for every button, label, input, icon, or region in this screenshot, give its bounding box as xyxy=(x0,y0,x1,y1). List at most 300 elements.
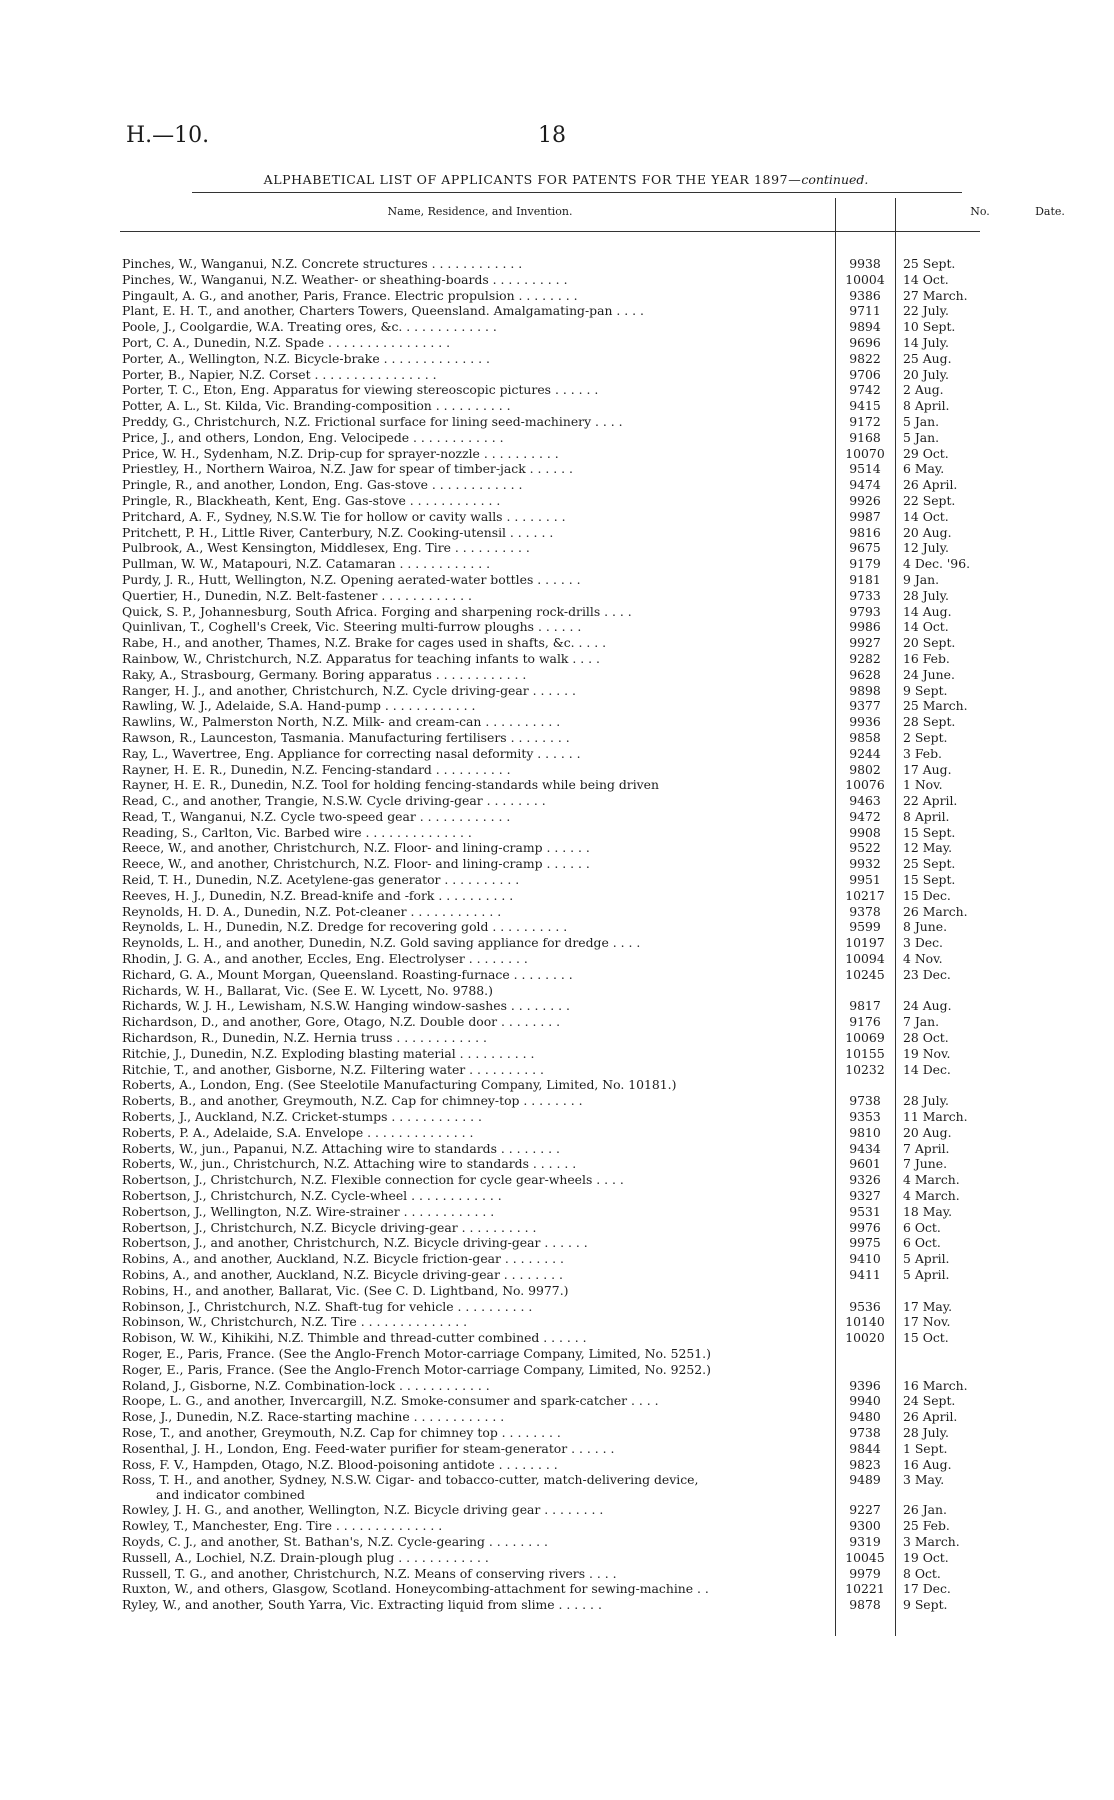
entry-number: 10197 xyxy=(845,935,885,951)
entry-number: 10245 xyxy=(845,966,885,982)
entry-number: 9474 xyxy=(849,477,881,493)
entry-date: 7 June. xyxy=(903,1156,948,1172)
entry-number: 9628 xyxy=(849,666,881,682)
entry-text: Roberts, J., Auckland, N.Z. Cricket-stumps . . . . . . . . . . . . xyxy=(122,1109,482,1125)
list-item xyxy=(122,888,992,904)
entry-text: Port, C. A., Dunedin, N.Z. Spade . . . . . . . . . . . . . . . . xyxy=(122,334,451,350)
entry-text: Robinson, W., Christchurch, N.Z. Tire . . . . . . . . . . . . . . xyxy=(122,1314,468,1330)
entry-number: 9817 xyxy=(849,998,881,1014)
entry-date: 22 April. xyxy=(903,793,958,809)
list-item xyxy=(122,1235,992,1251)
entry-date: 14 Dec. xyxy=(903,1061,951,1077)
entry-number: 9816 xyxy=(849,524,881,540)
entry-date: 12 May. xyxy=(903,840,953,856)
entry-text: Pinches, W., Wanganui, N.Z. Weather- or sheathing-boards . . . . . . . . . . xyxy=(122,271,568,287)
entry-date: 28 July. xyxy=(903,1424,949,1440)
entry-text: Robertson, J., Christchurch, N.Z. Cycle-wheel . . . . . . . . . . . . xyxy=(122,1188,502,1204)
entry-text: Robertson, J., Wellington, N.Z. Wire-strainer . . . . . . . . . . . . xyxy=(122,1203,495,1219)
entry-text: Rawlins, W., Palmerston North, N.Z. Milk- and cream-can . . . . . . . . . . xyxy=(122,714,561,730)
list-item xyxy=(122,1534,992,1550)
list-item xyxy=(122,1093,992,1109)
list-item xyxy=(122,351,992,367)
entry-text: Pingault, A. G., and another, Paris, France. Electric propulsion . . . . . . . . xyxy=(122,287,578,303)
list-title-text: ALPHABETICAL LIST OF APPLICANTS FOR PATENTS FOR THE YEAR 1897— xyxy=(263,172,802,187)
column-headers xyxy=(120,205,1065,229)
entry-text: Quinlivan, T., Coghell's Creek, Vic. Steering multi-furrow ploughs . . . . . . xyxy=(122,619,582,635)
list-item xyxy=(122,809,992,825)
entry-date: 4 Nov. xyxy=(903,951,943,967)
entry-text: Rose, J., Dunedin, N.Z. Race-starting machine . . . . . . . . . . . . xyxy=(122,1409,505,1425)
entry-number: 9377 xyxy=(849,698,881,714)
entry-number: 9300 xyxy=(849,1518,881,1534)
entry-text: Roberts, P. A., Adelaide, S.A. Envelope . . . . . . . . . . . . . . xyxy=(122,1124,474,1140)
entry-date: 6 Oct. xyxy=(903,1235,941,1251)
entry-date: 6 Oct. xyxy=(903,1219,941,1235)
entry-date: 12 July. xyxy=(903,540,949,556)
list-item xyxy=(122,1077,992,1093)
entry-number: 9733 xyxy=(849,587,881,603)
entry-number: 9353 xyxy=(849,1109,881,1125)
entry-number: 9932 xyxy=(849,856,881,872)
list-item xyxy=(122,762,992,778)
list-item xyxy=(122,1502,992,1518)
entry-text: Rawson, R., Launceston, Tasmania. Manufacturing fertilisers . . . . . . . . xyxy=(122,729,570,745)
list-item xyxy=(122,1518,992,1534)
entry-date: 28 July. xyxy=(903,587,949,603)
list-item xyxy=(122,604,992,620)
entry-number: 9411 xyxy=(849,1267,881,1282)
entry-number: 9894 xyxy=(849,319,881,335)
list-item xyxy=(122,398,992,414)
entry-text: Ritchie, T., and another, Gisborne, N.Z. Filtering water . . . . . . . . . . xyxy=(122,1061,544,1077)
entry-date: 5 April. xyxy=(903,1251,950,1267)
list-item xyxy=(122,1283,992,1299)
entry-number: 9176 xyxy=(849,1014,881,1030)
list-item xyxy=(122,1125,992,1141)
entry-number: 9738 xyxy=(849,1424,881,1440)
entry-date: 25 Sept. xyxy=(903,856,956,872)
entry-number: 9858 xyxy=(849,729,881,745)
entry-date: 8 June. xyxy=(903,919,948,935)
list-item xyxy=(122,840,992,856)
entry-number: 9434 xyxy=(849,1140,881,1156)
title-rule xyxy=(192,192,962,193)
page-header xyxy=(126,123,1006,153)
entry-number: 9327 xyxy=(849,1188,881,1204)
entry-date: 16 Aug. xyxy=(903,1456,952,1472)
entry-date: 15 Sept. xyxy=(903,824,956,840)
entry-text: Reece, W., and another, Christchurch, N.Z. Floor- and lining-cramp . . . . . . xyxy=(122,840,590,856)
list-item xyxy=(122,1156,992,1172)
entry-text: Purdy, J. R., Hutt, Wellington, N.Z. Opening aerated-water bottles . . . . . . xyxy=(122,571,581,587)
entry-text: Ranger, H. J., and another, Christchurch, N.Z. Cycle driving-gear . . . . . . xyxy=(122,682,576,698)
entry-date: 19 Oct. xyxy=(903,1549,949,1565)
entry-date: 3 Dec. xyxy=(903,935,943,951)
entry-date: 7 April. xyxy=(903,1140,950,1156)
entry-text: Richard, G. A., Mount Morgan, Queensland. Roasting-furnace . . . . . . . . xyxy=(122,966,573,982)
entry-text: Raky, A., Strasbourg, Germany. Boring apparatus . . . . . . . . . . . . xyxy=(122,666,527,682)
entry-text: Roland, J., Gisborne, N.Z. Combination-lock . . . . . . . . . . . . xyxy=(122,1377,490,1393)
entry-text: Robertson, J., Christchurch, N.Z. Bicycle driving-gear . . . . . . . . . . xyxy=(122,1219,537,1235)
list-item xyxy=(122,1267,992,1283)
entry-date: 5 Jan. xyxy=(903,413,940,429)
entry-date: 4 March. xyxy=(903,1172,960,1188)
entry-text: Robins, H., and another, Ballarat, Vic. (See C. D. Lightband, No. 9977.) xyxy=(122,1282,569,1298)
list-item xyxy=(122,556,992,572)
entry-number: 9396 xyxy=(849,1377,881,1393)
entry-text: Reynolds, L. H., Dunedin, N.Z. Dredge for recovering gold . . . . . . . . . . xyxy=(122,919,568,935)
entry-date: 9 Sept. xyxy=(903,1597,948,1613)
entry-text: Porter, A., Wellington, N.Z. Bicycle-brake . . . . . . . . . . . . . . xyxy=(122,350,490,366)
list-title xyxy=(126,172,1006,187)
entry-text: Roberts, A., London, Eng. (See Steelotile Manufacturing Company, Limited, No. 10181.) xyxy=(122,1077,677,1093)
entry-date: 10 Sept. xyxy=(903,319,956,335)
entry-text: Roger, E., Paris, France. (See the Anglo-French Motor-carriage Company, Limited, No. 5251.) xyxy=(122,1345,711,1361)
entry-text: Richardson, D., and another, Gore, Otago, N.Z. Double door . . . . . . . . xyxy=(122,1014,561,1030)
entry-date: 5 Jan. xyxy=(903,429,940,445)
entry-number: 10232 xyxy=(845,1061,885,1077)
entry-text: Quick, S. P., Johannesburg, South Africa. Forging and sharpening rock-drills . . . . xyxy=(122,603,632,619)
entry-text: Robison, W. W., Kihikihi, N.Z. Thimble and thread-cutter combined . . . . . . xyxy=(122,1330,587,1346)
entry-date: 23 Dec. xyxy=(903,966,951,982)
list-item xyxy=(122,619,992,635)
entry-date: 24 Sept. xyxy=(903,1393,956,1409)
entry-number: 10221 xyxy=(845,1581,885,1597)
entry-text: Roberts, W., jun., Papanui, N.Z. Attaching wire to standards . . . . . . . . xyxy=(122,1140,560,1156)
entry-date: 25 Sept. xyxy=(903,256,956,271)
entry-text: Reid, T. H., Dunedin, N.Z. Acetylene-gas generator . . . . . . . . . . xyxy=(122,872,520,888)
entry-date: 1 Nov. xyxy=(903,777,943,793)
entry-date: 17 Nov. xyxy=(903,1314,951,1330)
entry-date: 28 Oct. xyxy=(903,1030,949,1046)
entry-number: 9927 xyxy=(849,635,881,651)
entry-number: 9878 xyxy=(849,1597,881,1613)
entry-number: 9480 xyxy=(849,1409,881,1425)
list-item xyxy=(122,1014,992,1030)
entry-date: 16 March. xyxy=(903,1377,968,1393)
entry-number: 9514 xyxy=(849,461,881,477)
list-item xyxy=(122,1220,992,1236)
entry-text: Priestley, H., Northern Wairoa, N.Z. Jaw for spear of timber-jack . . . . . . xyxy=(122,461,573,477)
entry-date: 8 April. xyxy=(903,808,950,824)
list-item xyxy=(122,635,992,651)
entry-number: 9938 xyxy=(849,256,881,271)
list-item xyxy=(122,1346,992,1362)
entry-number: 10070 xyxy=(845,445,885,461)
column-header-date: Date. xyxy=(1035,205,1065,218)
list-item xyxy=(122,935,992,951)
entry-text: Rayner, H. E. R., Dunedin, N.Z. Fencing-standard . . . . . . . . . . xyxy=(122,761,511,777)
entry-number: 9319 xyxy=(849,1533,881,1549)
entry-number: 9810 xyxy=(849,1124,881,1140)
entry-number: 9675 xyxy=(849,540,881,556)
entry-number: 9472 xyxy=(849,808,881,824)
entry-date: 4 March. xyxy=(903,1188,960,1204)
entry-number: 9823 xyxy=(849,1456,881,1472)
list-item xyxy=(122,651,992,667)
entry-date: 18 May. xyxy=(903,1203,953,1219)
entry-number: 9415 xyxy=(849,398,881,414)
entry-text: Rawling, W. J., Adelaide, S.A. Hand-pump . . . . . . . . . . . . xyxy=(122,698,476,714)
entry-number: 9940 xyxy=(849,1393,881,1409)
entry-date: 26 April. xyxy=(903,1409,958,1425)
entry-number: 9179 xyxy=(849,556,881,572)
entry-date: 20 July. xyxy=(903,366,949,382)
entry-date: 9 Jan. xyxy=(903,571,940,587)
entry-date: 8 Oct. xyxy=(903,1565,941,1581)
entry-date: 8 April. xyxy=(903,398,950,414)
entry-date: 7 Jan. xyxy=(903,1014,940,1030)
list-item xyxy=(122,446,992,462)
entry-date: 26 March. xyxy=(903,903,968,919)
entry-text: Roberts, W., jun., Christchurch, N.Z. Attaching wire to standards . . . . . . xyxy=(122,1156,577,1172)
list-item xyxy=(122,303,992,319)
list-item xyxy=(122,1597,992,1613)
entry-text: Potter, A. L., St. Kilda, Vic. Branding-composition . . . . . . . . . . xyxy=(122,398,511,414)
list-item xyxy=(122,272,992,288)
entry-number: 9742 xyxy=(849,382,881,398)
applicant-list xyxy=(122,256,992,1613)
list-item xyxy=(122,1046,992,1062)
entry-date: 20 Aug. xyxy=(903,1124,952,1140)
entry-text: Preddy, G., Christchurch, N.Z. Frictional surface for lining seed-machinery . . . . xyxy=(122,413,623,429)
entry-number: 10045 xyxy=(845,1549,885,1565)
entry-text: Pinches, W., Wanganui, N.Z. Concrete structures . . . . . . . . . . . . xyxy=(122,256,523,271)
entry-text: Richards, W. J. H., Lewisham, N.S.W. Hanging window-sashes . . . . . . . . xyxy=(122,998,570,1014)
list-item xyxy=(122,951,992,967)
entry-number: 9536 xyxy=(849,1298,881,1314)
list-item xyxy=(122,414,992,430)
list-item xyxy=(122,572,992,588)
list-item xyxy=(122,319,992,335)
list-item xyxy=(122,1362,992,1378)
entry-text: Robins, A., and another, Auckland, N.Z. Bicycle driving-gear . . . . . . . . xyxy=(122,1267,563,1282)
entry-text: Roberts, B., and another, Greymouth, N.Z. Cap for chimney-top . . . . . . . . xyxy=(122,1093,583,1109)
entry-text: Rose, T., and another, Greymouth, N.Z. Cap for chimney top . . . . . . . . xyxy=(122,1424,561,1440)
entry-text: Poole, J., Coolgardie, W.A. Treating ores, &c. . . . . . . . . . . . . xyxy=(122,319,497,335)
entry-text: Pullman, W. W., Matapouri, N.Z. Catamaran . . . . . . . . . . . . xyxy=(122,556,491,572)
header-rule xyxy=(120,231,980,232)
entry-date: 28 July. xyxy=(903,1093,949,1109)
list-item xyxy=(122,525,992,541)
list-item xyxy=(122,1581,992,1597)
entry-text: Reynolds, H. D. A., Dunedin, N.Z. Pot-cleaner . . . . . . . . . . . . xyxy=(122,903,502,919)
entry-date: 3 Feb. xyxy=(903,745,942,761)
list-item xyxy=(122,1251,992,1267)
entry-date: 26 April. xyxy=(903,477,958,493)
entry-text: Reynolds, L. H., and another, Dunedin, N.Z. Gold saving appliance for dredge . . . . xyxy=(122,935,641,951)
list-item xyxy=(122,683,992,699)
entry-text: Richards, W. H., Ballarat, Vic. (See E. W. Lycett, No. 9788.) xyxy=(122,982,493,998)
entry-text: Reading, S., Carlton, Vic. Barbed wire . . . . . . . . . . . . . . xyxy=(122,824,472,840)
entry-text: Pringle, R., and another, London, Eng. Gas-stove . . . . . . . . . . . . xyxy=(122,477,523,493)
entry-date: 14 July. xyxy=(903,334,949,350)
entry-number: 9936 xyxy=(849,714,881,730)
entry-text: Ritchie, J., Dunedin, N.Z. Exploding blasting material . . . . . . . . . . xyxy=(122,1045,535,1061)
list-item xyxy=(122,1330,992,1346)
list-item xyxy=(122,1441,992,1457)
entry-date: 19 Nov. xyxy=(903,1045,951,1061)
entry-number: 9711 xyxy=(849,303,881,319)
list-item xyxy=(122,1393,992,1409)
entry-number: 9386 xyxy=(849,287,881,303)
entry-date: 25 Aug. xyxy=(903,350,952,366)
list-item xyxy=(122,588,992,604)
entry-number: 10020 xyxy=(845,1330,885,1346)
list-item xyxy=(122,461,992,477)
list-item xyxy=(122,1141,992,1157)
list-item xyxy=(122,1550,992,1566)
list-item xyxy=(122,698,992,714)
page-reference: H.—10. xyxy=(126,123,210,148)
entry-date: 14 Aug. xyxy=(903,603,952,619)
entry-number: 10217 xyxy=(845,887,885,903)
column-header-no: No. xyxy=(970,205,990,218)
entry-text: Price, W. H., Sydenham, N.Z. Drip-cup for sprayer-nozzle . . . . . . . . . . xyxy=(122,445,559,461)
entry-date: 3 March. xyxy=(903,1533,960,1549)
list-item xyxy=(122,1425,992,1441)
entry-date: 17 Aug. xyxy=(903,761,952,777)
entry-text: Richardson, R., Dunedin, N.Z. Hernia truss . . . . . . . . . . . . xyxy=(122,1030,487,1046)
entry-date: 11 March. xyxy=(903,1109,968,1125)
entry-date: 28 Sept. xyxy=(903,714,956,730)
entry-number: 9976 xyxy=(849,1219,881,1235)
entry-text: Robertson, J., Christchurch, N.Z. Flexible connection for cycle gear-wheels . . . . xyxy=(122,1172,624,1188)
list-item xyxy=(122,856,992,872)
entry-number: 9986 xyxy=(849,619,881,635)
list-item xyxy=(122,1204,992,1220)
entry-number: 9898 xyxy=(849,682,881,698)
entry-number: 9227 xyxy=(849,1502,881,1518)
entry-number: 9738 xyxy=(849,1093,881,1109)
entry-date: 20 Sept. xyxy=(903,635,956,651)
entry-number: 9908 xyxy=(849,824,881,840)
list-item xyxy=(122,777,992,793)
list-item xyxy=(122,540,992,556)
entry-date: 2 Aug. xyxy=(903,382,944,398)
entry-text: Pritchard, A. F., Sydney, N.S.W. Tie for hollow or cavity walls . . . . . . . . xyxy=(122,508,566,524)
list-item xyxy=(122,825,992,841)
list-item xyxy=(122,1109,992,1125)
entry-text: Robinson, J., Christchurch, N.Z. Shaft-tug for vehicle . . . . . . . . . . xyxy=(122,1298,533,1314)
entry-number: 10069 xyxy=(845,1030,885,1046)
entry-number: 9951 xyxy=(849,872,881,888)
list-item xyxy=(122,1378,992,1394)
entry-number: 10076 xyxy=(845,777,885,793)
entry-date: 16 Feb. xyxy=(903,650,950,666)
entry-number: 9326 xyxy=(849,1172,881,1188)
list-item xyxy=(122,335,992,351)
entry-date: 15 Oct. xyxy=(903,1330,949,1346)
entry-date: 4 Dec. '96. xyxy=(903,556,971,572)
entry-text: Porter, B., Napier, N.Z. Corset . . . . . . . . . . . . . . . . xyxy=(122,366,437,382)
list-item xyxy=(122,714,992,730)
entry-number: 9601 xyxy=(849,1156,881,1172)
list-item xyxy=(122,1062,992,1078)
entry-date: 25 Feb. xyxy=(903,1518,950,1534)
entry-date: 15 Sept. xyxy=(903,872,956,888)
entry-date: 15 Dec. xyxy=(903,887,951,903)
entry-text: Rowley, T., Manchester, Eng. Tire . . . . . . . . . . . . . . xyxy=(122,1518,443,1534)
entry-text: Roope, L. G., and another, Invercargill, N.Z. Smoke-consumer and spark-catcher . . . . xyxy=(122,1393,659,1409)
entry-text: Roger, E., Paris, France. (See the Anglo-French Motor-carriage Company, Limited, No. 9252.) xyxy=(122,1361,711,1377)
entry-date: 14 Oct. xyxy=(903,271,949,287)
entry-number: 9282 xyxy=(849,650,881,666)
entry-text: Royds, C. J., and another, St. Bathan's, N.Z. Cycle-gearing . . . . . . . . xyxy=(122,1533,548,1549)
list-item xyxy=(122,1472,992,1502)
list-item xyxy=(122,1409,992,1425)
entry-number: 9926 xyxy=(849,492,881,508)
entry-number: 9244 xyxy=(849,745,881,761)
entry-date: 22 July. xyxy=(903,303,949,319)
entry-text: Read, C., and another, Trangie, N.S.W. Cycle driving-gear . . . . . . . . xyxy=(122,793,546,809)
entry-text: Rowley, J. H. G., and another, Wellington, N.Z. Bicycle driving gear . . . . . . . . xyxy=(122,1502,604,1518)
entry-text: Ray, L., Wavertree, Eng. Appliance for correcting nasal deformity . . . . . . xyxy=(122,745,581,761)
list-item xyxy=(122,667,992,683)
list-item xyxy=(122,746,992,762)
entry-text: Price, J., and others, London, Eng. Velocipede . . . . . . . . . . . . xyxy=(122,429,504,445)
entry-text: Robertson, J., and another, Christchurch, N.Z. Bicycle driving-gear . . . . . . xyxy=(122,1235,588,1251)
entry-number: 10140 xyxy=(845,1314,885,1330)
list-item xyxy=(122,904,992,920)
list-item xyxy=(122,493,992,509)
entry-text: Rayner, H. E. R., Dunedin, N.Z. Tool for holding fencing-standards while being driven xyxy=(122,777,659,793)
entry-number: 9181 xyxy=(849,571,881,587)
entry-text: Ross, F. V., Hampden, Otago, N.Z. Blood-poisoning antidote . . . . . . . . xyxy=(122,1456,558,1472)
entry-text: Quertier, H., Dunedin, N.Z. Belt-fastener . . . . . . . . . . . . xyxy=(122,587,472,603)
list-item xyxy=(122,919,992,935)
entry-text: Rabe, H., and another, Thames, N.Z. Brake for cages used in shafts, &c. . . . . xyxy=(122,635,607,651)
entry-number: 10004 xyxy=(845,271,885,287)
list-item xyxy=(122,983,992,999)
list-item xyxy=(122,730,992,746)
entry-text: Russell, T. G., and another, Christchurch, N.Z. Means of conserving rivers . . . . xyxy=(122,1565,617,1581)
entry-number: 9168 xyxy=(849,429,881,445)
entry-number: 10094 xyxy=(845,951,885,967)
entry-text: Rhodin, J. G. A., and another, Eccles, Eng. Electrolyser . . . . . . . . xyxy=(122,951,528,967)
list-item xyxy=(122,509,992,525)
entry-text: Rosenthal, J. H., London, Eng. Feed-water purifier for steam-generator . . . . . . xyxy=(122,1440,615,1456)
entry-number: 9696 xyxy=(849,334,881,350)
entry-date: 24 Aug. xyxy=(903,998,952,1014)
column-header-name: Name, Residence, and Invention. xyxy=(387,205,573,218)
entry-number: 9599 xyxy=(849,919,881,935)
list-item xyxy=(122,1566,992,1582)
list-title-suffix: continued. xyxy=(801,172,869,187)
entry-date: 14 Oct. xyxy=(903,508,949,524)
entry-number: 9975 xyxy=(849,1235,881,1251)
entry-number: 9489 xyxy=(849,1472,881,1488)
entry-text: Reeves, H. J., Dunedin, N.Z. Bread-knife and -fork . . . . . . . . . . xyxy=(122,887,514,903)
entry-text: Ross, T. H., and another, Sydney, N.S.W. Cigar- and tobacco-cutter, match-delivering device, xyxy=(122,1472,699,1488)
entry-date: 17 Dec. xyxy=(903,1581,951,1597)
entry-number: 9463 xyxy=(849,793,881,809)
page-number: 18 xyxy=(538,123,566,148)
entry-date: 6 May. xyxy=(903,461,945,477)
entry-text: Rainbow, W., Christchurch, N.Z. Apparatus for teaching infants to walk . . . . xyxy=(122,650,600,666)
list-item xyxy=(122,430,992,446)
list-item xyxy=(122,1172,992,1188)
entry-number: 9378 xyxy=(849,903,881,919)
entry-date: 1 Sept. xyxy=(903,1440,948,1456)
entry-text: Robins, A., and another, Auckland, N.Z. Bicycle friction-gear . . . . . . . . xyxy=(122,1251,564,1267)
entry-date: 3 May. xyxy=(903,1472,945,1488)
entry-number: 9844 xyxy=(849,1440,881,1456)
entry-number: 9822 xyxy=(849,350,881,366)
entry-number: 9706 xyxy=(849,366,881,382)
entry-date: 17 May. xyxy=(903,1298,953,1314)
entry-date: 2 Sept. xyxy=(903,729,948,745)
